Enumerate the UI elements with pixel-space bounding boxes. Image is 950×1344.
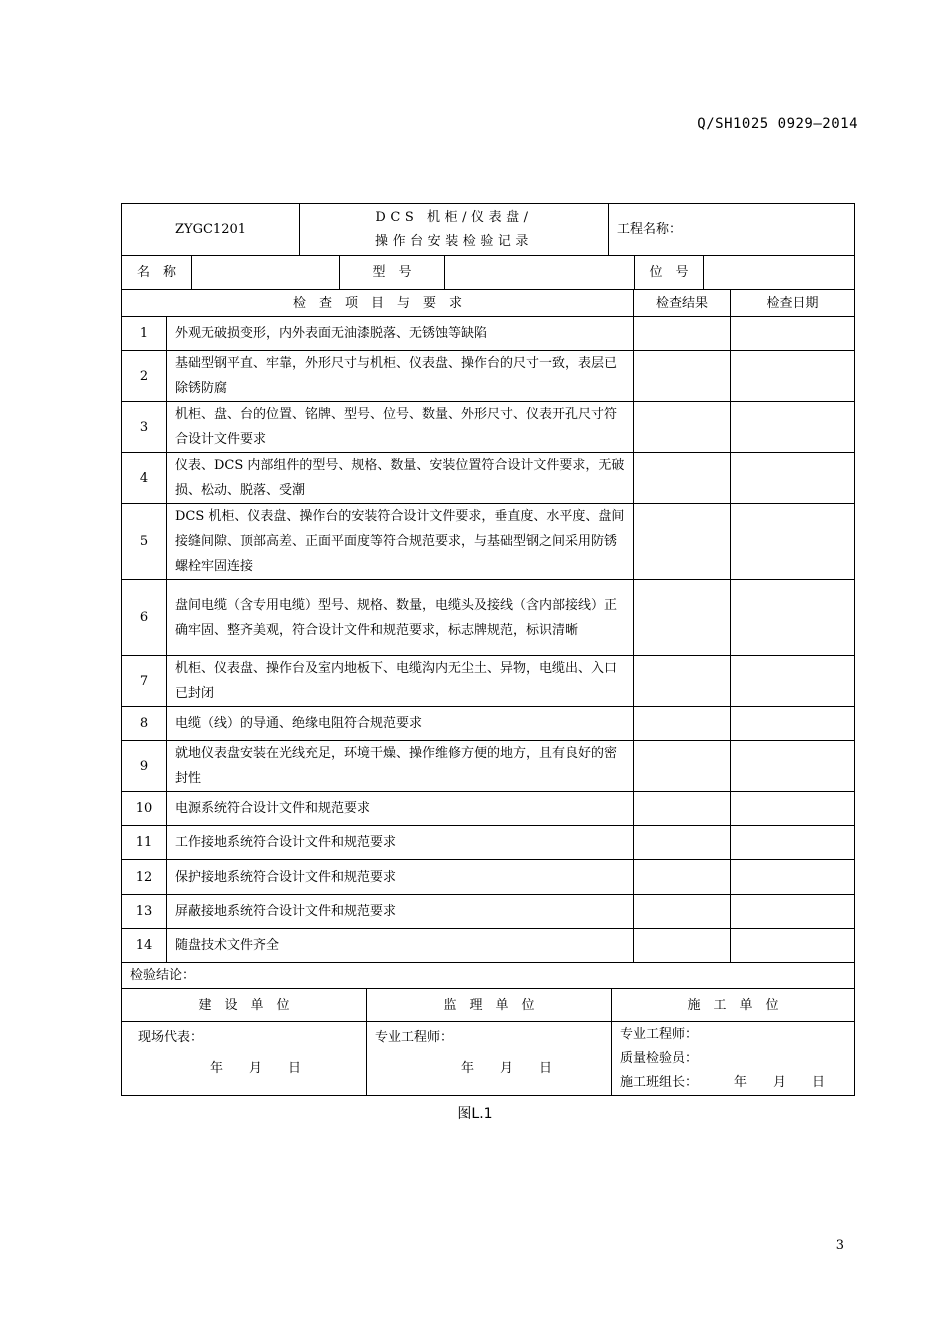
item-requirement <box>166 656 633 706</box>
contractor-signature-cell[interactable] <box>611 1022 854 1095</box>
item-result-field[interactable] <box>633 929 730 962</box>
item-requirement <box>166 317 633 350</box>
item-result-field[interactable] <box>633 707 730 740</box>
item-number: 13 <box>135 904 153 919</box>
item-number: 1 <box>139 326 149 341</box>
item-requirement-text: DCS 机柜、仪表盘、操作台的安装符合设计文件要求，垂直度、水平度、盘间接缝间隙、顶部高差、正面平面度等符合规范要求，与基础型钢之间采用防锈螺栓牢固连接 <box>175 509 625 574</box>
item-requirement-text: 外观无破损变形，内外表面无油漆脱落、无锈蚀等缺陷 <box>175 326 488 341</box>
item-number: 3 <box>139 419 149 435</box>
header-date: 检查日期 <box>730 290 854 316</box>
item-date-field[interactable] <box>730 895 854 928</box>
item-date-field[interactable] <box>730 860 854 894</box>
table-row <box>122 894 854 928</box>
item-result-field[interactable] <box>633 860 730 894</box>
item-requirement-text: 保护接地系统符合设计文件和规范要求 <box>175 869 397 885</box>
table-row <box>122 316 854 350</box>
supervisor-unit-title: 监 理 单 位 <box>366 989 611 1021</box>
table-row <box>122 655 854 706</box>
item-date-field[interactable] <box>730 351 854 401</box>
item-requirement-text: 基础型钢平直、牢靠，外形尺寸与机柜、仪表盘、操作台的尺寸一致，表层已除锈防腐 <box>175 356 618 396</box>
project-name-label: 工程名称： <box>608 204 854 255</box>
item-date-field[interactable] <box>730 826 854 859</box>
form-title-line1: DCS 机柜/仪表盘/ <box>375 209 533 225</box>
item-date-field[interactable] <box>730 453 854 503</box>
item-requirement <box>166 826 633 859</box>
item-requirement <box>166 402 633 452</box>
item-requirement <box>166 895 633 928</box>
item-result-field[interactable] <box>633 656 730 706</box>
table-row <box>122 350 854 401</box>
model-label: 型 号 <box>339 256 444 289</box>
item-requirement <box>166 351 633 401</box>
form-code: ZYGC1201 <box>174 222 247 237</box>
item-requirement <box>166 929 633 962</box>
item-number: 12 <box>135 869 153 885</box>
page-number: 3 <box>835 1238 844 1253</box>
table-row <box>122 503 854 579</box>
supervisor-engineer-label: 专业工程师： <box>375 1030 454 1045</box>
item-requirement-text: 仪表、DCS 内部组件的型号、规格、数量、安装位置符合设计文件要求，无破损、松动、脱落、受潮 <box>175 458 625 498</box>
form-title-row <box>122 204 854 255</box>
table-row <box>122 579 854 655</box>
item-requirement-text: 机柜、盘、台的位置、铭牌、型号、位号、数量、外形尺寸、仪表开孔尺寸符合设计文件要求 <box>175 407 618 447</box>
contractor-engineer-label: 专业工程师： <box>620 1027 699 1042</box>
conclusion-label: 检验结论： <box>130 968 196 983</box>
item-number: 5 <box>139 534 149 549</box>
contractor-qc-label: 质量检验员： <box>620 1051 699 1066</box>
contractor-date: 年 月 日 <box>734 1075 826 1090</box>
item-requirement-text: 电缆（线）的导通、绝缘电阻符合规范要求 <box>175 716 423 731</box>
owner-unit-title: 建 设 单 位 <box>198 997 290 1013</box>
item-requirement-text: 盘间电缆（含专用电缆）型号、规格、数量，电缆头及接线（含内部接线）正确牢固、整齐美观，符合设计文件和规范要求，标志牌规范，标识清晰 <box>175 597 618 638</box>
item-result-field[interactable] <box>633 453 730 503</box>
item-result-field[interactable] <box>633 741 730 791</box>
item-number: 2 <box>139 368 149 384</box>
item-date-field[interactable] <box>730 792 854 825</box>
item-date-field[interactable] <box>730 741 854 791</box>
contractor-lead-label: 施工班组长： <box>620 1075 699 1090</box>
item-number: 8 <box>139 716 149 731</box>
standard-code: Q/SH1025 0929—2014 <box>697 116 858 132</box>
supervisor-date: 年 月 日 <box>461 1061 553 1076</box>
item-result-field[interactable] <box>633 580 730 655</box>
table-row <box>122 401 854 452</box>
item-number: 4 <box>139 470 149 486</box>
item-date-field[interactable] <box>730 580 854 655</box>
item-requirement-text: 机柜、仪表盘、操作台及室内地板下、电缆沟内无尘土、异物，电缆出、入口已封闭 <box>175 661 618 701</box>
header-result: 检查结果 <box>633 290 730 316</box>
item-requirement <box>166 580 633 655</box>
owner-signature-cell[interactable] <box>122 1022 366 1095</box>
item-requirement-text: 工作接地系统符合设计文件和规范要求 <box>175 835 397 850</box>
identity-row <box>122 255 854 289</box>
item-number: 7 <box>139 673 149 689</box>
item-requirement <box>166 741 633 791</box>
item-date-field[interactable] <box>730 656 854 706</box>
item-result-field[interactable] <box>633 504 730 579</box>
table-row <box>122 452 854 503</box>
item-date-field[interactable] <box>730 317 854 350</box>
item-requirement <box>166 504 633 579</box>
item-requirement-text: 屏蔽接地系统符合设计文件和规范要求 <box>175 904 397 919</box>
table-row <box>122 706 854 740</box>
item-number: 11 <box>135 835 153 850</box>
item-date-field[interactable] <box>730 402 854 452</box>
item-requirement <box>166 453 633 503</box>
item-number: 9 <box>139 758 149 774</box>
inspection-form-table <box>121 203 855 1096</box>
item-number: 6 <box>139 610 149 625</box>
signature-header-row <box>122 988 854 1021</box>
form-title-line2: 操作台安装检验记录 <box>375 233 533 249</box>
form-title <box>299 204 608 255</box>
item-requirement <box>166 707 633 740</box>
table-row <box>122 859 854 894</box>
table-row <box>122 825 854 859</box>
position-label: 位 号 <box>634 256 703 289</box>
item-requirement-text: 随盘技术文件齐全 <box>175 938 280 953</box>
item-date-field[interactable] <box>730 504 854 579</box>
item-date-field[interactable] <box>730 929 854 962</box>
inspection-items <box>122 316 854 962</box>
owner-date: 年 月 日 <box>210 1061 302 1076</box>
name-label: 名 称 <box>136 265 176 280</box>
signature-body-row <box>122 1021 854 1095</box>
supervisor-signature-cell[interactable] <box>366 1022 611 1095</box>
conclusion-row <box>122 962 854 988</box>
header-items: 检 查 项 目 与 要 求 <box>292 295 462 311</box>
item-result-field[interactable] <box>633 895 730 928</box>
item-requirement <box>166 792 633 825</box>
item-result-field[interactable] <box>633 317 730 350</box>
name-field[interactable] <box>191 256 339 289</box>
table-row <box>122 928 854 962</box>
item-requirement-text: 电源系统符合设计文件和规范要求 <box>175 801 371 816</box>
items-header-row <box>122 289 854 316</box>
figure-caption: 图L.1 <box>457 1106 493 1122</box>
item-number: 10 <box>135 801 153 816</box>
table-row <box>122 791 854 825</box>
item-result-field[interactable] <box>633 351 730 401</box>
item-result-field[interactable] <box>633 792 730 825</box>
item-result-field[interactable] <box>633 402 730 452</box>
item-date-field[interactable] <box>730 707 854 740</box>
owner-rep-label: 现场代表： <box>138 1030 204 1045</box>
item-requirement-text: 就地仪表盘安装在光线充足，环境干燥、操作维修方便的地方，且有良好的密封性 <box>175 746 618 786</box>
position-field[interactable] <box>703 256 854 289</box>
contractor-unit-title: 施 工 单 位 <box>611 989 854 1021</box>
model-field[interactable] <box>444 256 634 289</box>
item-requirement <box>166 860 633 894</box>
table-row <box>122 740 854 791</box>
item-result-field[interactable] <box>633 826 730 859</box>
item-number: 14 <box>135 938 153 953</box>
